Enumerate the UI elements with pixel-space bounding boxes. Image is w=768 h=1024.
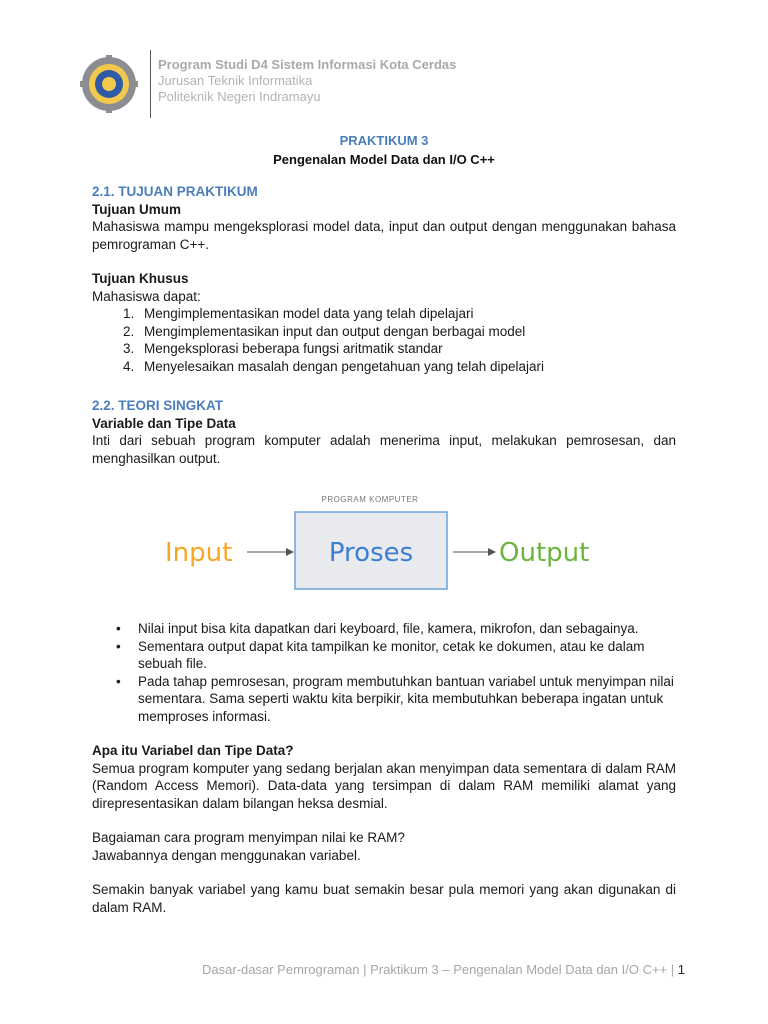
question-heading: Apa itu Variabel dan Tipe Data? [92, 743, 294, 758]
list-item: • Pada tahap pemrosesan, program membutuhkan bantuan variabel untuk menyimpan nilai sementara. Sama seperti waktu kita berpikir, kita membutuhkan beberapa ingatan untuk memproses informasi. [138, 673, 676, 726]
header-block [158, 57, 456, 105]
institution-name: Politeknik Negeri Indramayu [158, 89, 321, 104]
bullet-list [92, 620, 676, 725]
variable-heading: Variable dan Tipe Data [92, 415, 236, 431]
io-diagram [150, 490, 620, 600]
section-teori [92, 397, 676, 467]
tujuan-khusus-intro: Mahasiswa dapat: [92, 288, 201, 304]
diagram-process: Proses [328, 538, 414, 568]
diagram-caption: PROGRAM KOMPUTER [321, 495, 419, 504]
institution-logo [80, 55, 138, 113]
list-item: 3. Mengeksplorasi beberapa fungsi aritmatik standar [138, 340, 676, 358]
page-number: 1 [677, 962, 685, 977]
closing-text: Semakin banyak variabel yang kamu buat semakin besar pula memori yang akan digunakan di dalam RAM. [92, 882, 676, 915]
list-item: • Sementara output dapat kita tampilkan ke monitor, cetak ke dokumen, atau ke dalam sebuah file. [138, 638, 676, 673]
question2-line1: Bagaiaman cara program menyimpan nilai ke RAM? [92, 830, 405, 845]
section-teori-body [92, 620, 676, 916]
document-subtitle: Pengenalan Model Data dan I/O C++ [273, 152, 495, 167]
arrow-head [286, 548, 294, 556]
header-divider [150, 50, 151, 118]
section-heading-tujuan: 2.1. TUJUAN PRAKTIKUM [92, 184, 258, 199]
section-heading-teori: 2.2. TEORI SINGKAT [92, 398, 224, 413]
diagram-output: Output [499, 538, 590, 568]
tujuan-umum-text: Mahasiswa mampu mengeksplorasi model data, input dan output dengan menggunakan bahasa pemrograman C++. [92, 219, 676, 252]
list-item: • Nilai input bisa kita dapatkan dari keyboard, file, kamera, mikrofon, dan sebagainya. [138, 620, 676, 638]
footer-text: Dasar-dasar Pemrograman | Praktikum 3 – Pengenalan Model Data dan I/O C++ | [202, 962, 675, 977]
list-item: 2. Mengimplementasikan input dan output dengan berbagai model [138, 323, 676, 341]
document-title: PRAKTIKUM 3 [339, 133, 429, 148]
tujuan-khusus-heading: Tujuan Khusus [92, 271, 189, 286]
question2-line2: Jawabannya dengan menggunakan variabel. [92, 847, 361, 863]
teori-intro: Inti dari sebuah program komputer adalah menerima input, melakukan pemrosesan, dan menghasilkan output. [92, 433, 676, 466]
section-tujuan [92, 183, 676, 375]
tujuan-umum-heading: Tujuan Umum [92, 201, 181, 217]
list-item: 4. Menyelesaikan masalah dengan pengetahuan yang telah dipelajari [138, 358, 676, 376]
page-footer [0, 962, 685, 977]
department-name: Jurusan Teknik Informatika [158, 73, 313, 88]
tujuan-khusus-list [92, 305, 676, 375]
diagram-input: Input [165, 538, 233, 568]
list-item: 1. Mengimplementasikan model data yang telah dipelajari [138, 305, 676, 323]
program-name: Program Studi D4 Sistem Informasi Kota Cerdas [158, 57, 457, 72]
arrow-head [488, 548, 496, 556]
question-text: Semua program komputer yang sedang berjalan akan menyimpan data sementara di dalam RAM (Random Access Memori). Data-data yang tersimpan di dalam RAM memiliki alamat yang direpresentasikan dalam bilangan heksa desmial. [92, 760, 676, 811]
